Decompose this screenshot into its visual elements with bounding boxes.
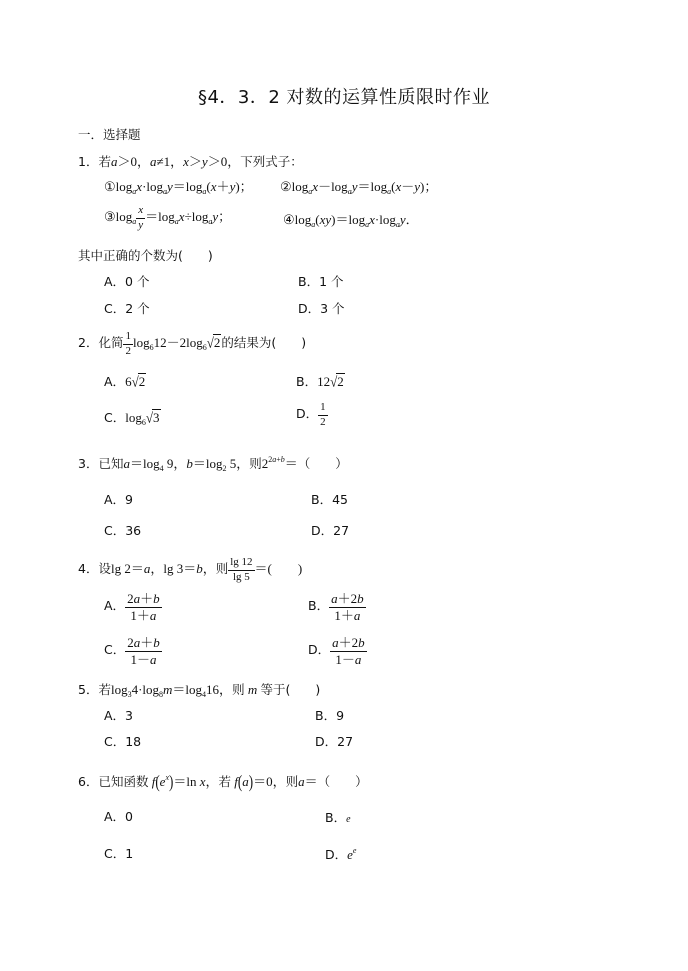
question-6-option-b: B．e xyxy=(325,810,351,825)
question-6-option-c: C．1 xyxy=(104,846,134,861)
question-3-option-c: C．36 xyxy=(104,523,142,538)
question-1-tail: 其中正确的个数为( ) xyxy=(78,248,213,263)
question-5-stem: 5．若$\log_34\cdot\log_8m=\log_416$，则 m 等于( ) xyxy=(78,682,321,699)
question-2-option-d: D． $\frac{1}{2}$ xyxy=(296,401,326,428)
question-3-option-b: B．45 xyxy=(311,492,348,507)
question-1-expr-2: $②\log_ax-\log_ay=\log_a(x-y)$； xyxy=(280,179,438,196)
question-6-option-d: D．$e^e$ xyxy=(325,846,357,862)
question-1-option-c: C．2 个 xyxy=(104,301,150,316)
question-3-stem: 3．已知$a=\log_4$ 9，$b=\log_2$ 5，则$2^{2a+b}=$（ ） xyxy=(78,455,348,473)
question-5-option-c: C．18 xyxy=(104,734,142,749)
question-4-option-d: D． $\frac{a+2b}{1-a}$ xyxy=(308,635,365,667)
question-1-expr-3: $③\log_a$ $\frac{x}{y}$ $=\log_ax\div\log_ay$； xyxy=(104,204,232,231)
question-1-option-a: A．0 个 xyxy=(104,274,150,289)
section-heading: 一．选择题 xyxy=(78,127,141,142)
question-6-stem: 6．已知函数 $f(e^x)=\ln$ x，若 f(a)＝0，则a＝（ ） xyxy=(78,771,368,792)
question-6-option-a: A．0 xyxy=(104,809,134,824)
question-5-option-a: A．3 xyxy=(104,708,134,723)
question-1-expr-4: $④\log_a(xy)=\log_ax\cdot\log_ay$． xyxy=(283,212,419,229)
question-1-option-b: B．1 个 xyxy=(298,274,344,289)
question-2-option-c: C．$\log_6√3$ xyxy=(104,409,160,427)
question-3-option-a: A．9 xyxy=(104,492,134,507)
question-4-stem: 4．设lg 2＝a，lg 3＝b，则 $\frac{\lg 12}{\lg 5}$ ＝( ) xyxy=(78,556,303,583)
question-3-option-d: D．27 xyxy=(311,523,350,538)
question-1-expr-1: $①\log_ax\cdot\log_ay=\log_a(x+y)$； xyxy=(104,179,253,196)
page-title: §4．3．2 对数的运算性质限时作业 xyxy=(197,87,491,108)
question-5-option-d: D．27 xyxy=(315,734,354,749)
question-2-stem: 2．化简 $\frac{1}{2}$ $\log_612-2\log_6√2$的结果为( ) xyxy=(78,330,307,357)
question-1-option-d: D．3 个 xyxy=(298,301,345,316)
question-2-option-a: A．6√2 xyxy=(104,373,146,390)
question-1-stem: 1．若a＞0，a≠1，x＞y＞0，下列式子： xyxy=(78,154,303,169)
question-4-option-c: C． $\frac{2a+b}{1-a}$ xyxy=(104,635,160,667)
question-2-option-b: B．12√2 xyxy=(296,373,344,390)
question-5-option-b: B．9 xyxy=(315,708,345,723)
question-4-option-a: A． $\frac{2a+b}{1+a}$ xyxy=(104,591,160,623)
question-4-option-b: B． $\frac{a+2b}{1+a}$ xyxy=(308,591,364,623)
